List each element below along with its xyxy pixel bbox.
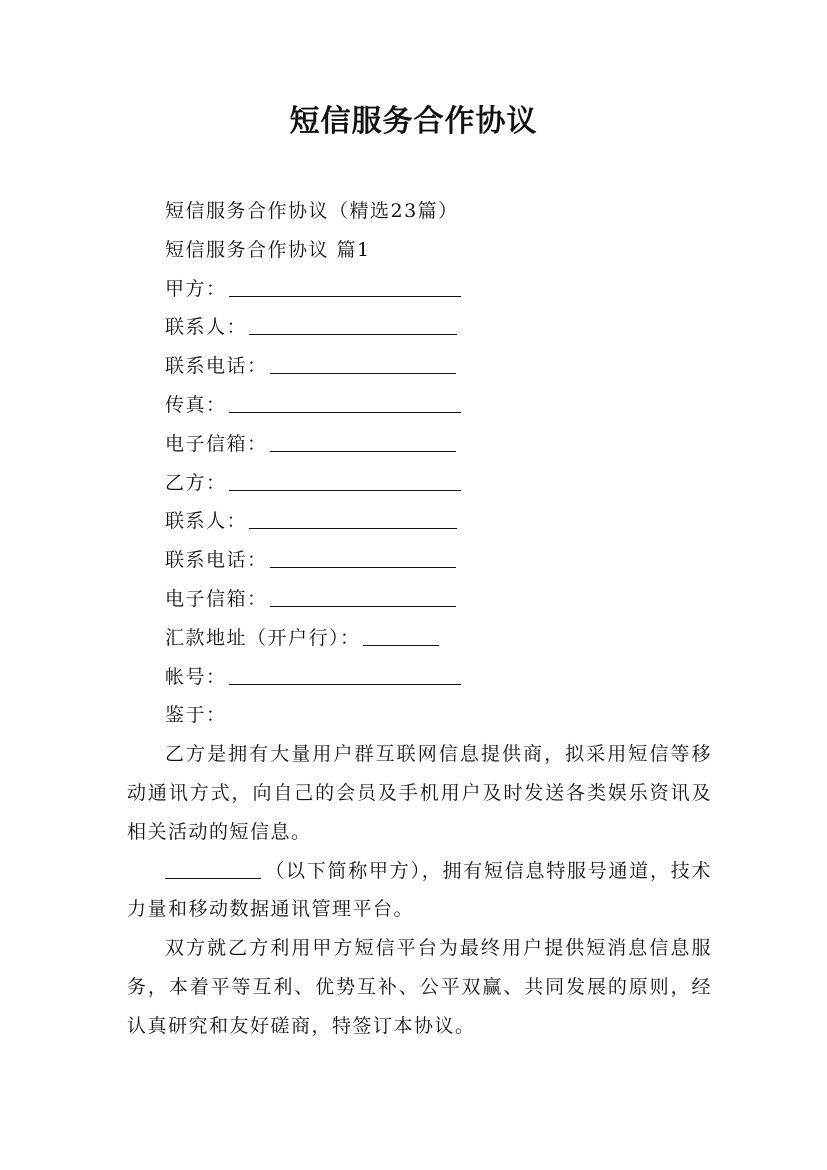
field-label: 甲方：: [165, 277, 227, 300]
paragraph-text: （以下简称甲方），拥有短信息特服号通道，技术力量和移动数据通讯管理平台。: [127, 859, 712, 921]
field-party-a-email: [127, 425, 712, 464]
field-label: 联系电话：: [165, 355, 268, 378]
fill-in-blank: [270, 349, 456, 374]
section-heading: 短信服务合作协议 篇1: [165, 238, 371, 261]
fill-in-blank: [270, 427, 456, 452]
fill-in-blank: [229, 272, 461, 297]
field-party-a-phone: [127, 347, 712, 386]
fill-in-blank: [270, 582, 456, 607]
field-party-b-email: [127, 580, 712, 619]
field-party-b-contact: [127, 502, 712, 541]
fill-in-blank: [229, 466, 461, 491]
field-label: 电子信箱：: [165, 587, 268, 610]
field-party-a: [127, 270, 712, 309]
fill-in-blank: [229, 388, 461, 413]
fill-in-blank: [270, 543, 456, 568]
field-label: 联系人：: [165, 510, 248, 533]
fill-in-blank: [363, 621, 439, 646]
field-label: 联系电话：: [165, 549, 268, 572]
field-party-a-fax: [127, 386, 712, 425]
field-label: 电子信箱：: [165, 432, 268, 455]
whereas-label: 鉴于：: [165, 704, 227, 727]
document-title: 短信服务合作协议: [289, 104, 538, 139]
paragraph: [127, 852, 712, 930]
field-label: 传真：: [165, 393, 227, 416]
field-account-number: [127, 658, 712, 697]
field-party-b-phone: [127, 541, 712, 580]
field-label: 乙方：: [165, 471, 227, 494]
fill-in-blank: [249, 504, 457, 529]
field-remit-bank: [127, 619, 712, 658]
field-label: 帐号：: [165, 665, 227, 688]
subtitle-line: 短信服务合作协议（精选23篇）: [165, 200, 459, 222]
paragraph: 双方就乙方利用甲方短信平台为最终用户提供短消息信息服务，本着平等互利、优势互补、公平双赢、共同发展的原则，经认真研究和友好磋商，特签订本协议。: [127, 937, 712, 1037]
fill-in-blank: [229, 660, 461, 685]
field-label: 联系人：: [165, 316, 248, 339]
fill-in-blank: [249, 310, 457, 335]
field-label: 汇款地址（开户行）：: [165, 626, 361, 649]
field-party-b: [127, 464, 712, 503]
fill-in-blank: [165, 854, 261, 879]
document-body: [127, 192, 712, 1046]
field-party-a-contact: [127, 308, 712, 347]
paragraph: 乙方是拥有大量用户群互联网信息提供商，拟采用短信等移动通讯方式，向自己的会员及手机用户及时发送各类娱乐资讯及相关活动的短信息。: [127, 743, 712, 843]
